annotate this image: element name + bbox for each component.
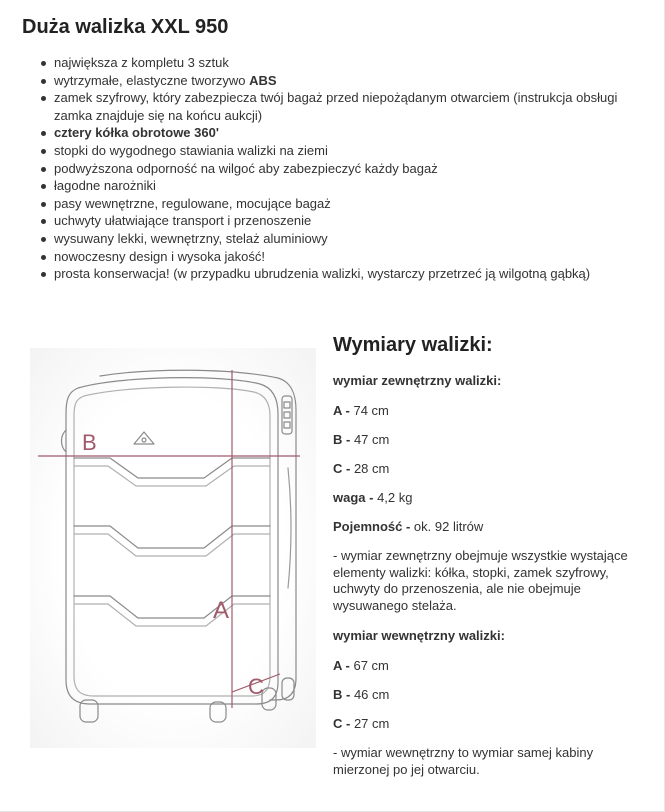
outer-dimensions-note: - wymiar zewnętrzny obejmuje wszystkie wystające elementy walizki: kółka, stopki, zamek szyfrowy, uchwyty do przenoszenia, ale nie obejmuje wysuwanego stelaża. (333, 548, 628, 613)
dimension-label-a: A (213, 597, 230, 624)
feature-item: podwyższona odporność na wilgoć aby zabezpieczyć każdy bagaż (38, 160, 648, 178)
inner-dimension-c: C - 27 cm (333, 716, 390, 731)
feature-item: stopki do wygodnego stawiania walizki na ziemi (38, 142, 648, 160)
outer-dimension-c: C - 28 cm (333, 461, 390, 476)
dimensions-heading: Wymiary walizki: (333, 334, 493, 356)
feature-item: pasy wewnętrzne, regulowane, mocujące bagaż (38, 195, 648, 213)
dimension-label-c: C (248, 674, 264, 699)
capacity: Pojemność - ok. 92 litrów (333, 519, 484, 534)
inner-dimension-b: B - 46 cm (333, 687, 390, 702)
feature-item: prosta konserwacja! (w przypadku ubrudzenia walizki, wystarczy przetrzeć ją wilgotną gąbką) (38, 265, 648, 283)
feature-item: uchwyty ułatwiające transport i przenoszenie (38, 212, 648, 230)
outer-dimension-b: B - 47 cm (333, 432, 390, 447)
dimension-label-b: B (82, 430, 97, 455)
suitcase-illustration (30, 348, 316, 748)
feature-item: wytrzymałe, elastyczne tworzywo ABS (38, 72, 648, 90)
inner-dimensions-note: - wymiar wewnętrzny to wymiar samej kabiny mierzonej po jej otwarciu. (333, 745, 594, 777)
feature-item: nowoczesny design i wysoka jakość! (38, 248, 648, 266)
outer-dimensions-heading: wymiar zewnętrzny walizki: (333, 373, 502, 388)
inner-dimension-a: A - 67 cm (333, 658, 389, 673)
weight: waga - 4,2 kg (333, 490, 413, 505)
inner-dimensions-heading: wymiar wewnętrzny walizki: (333, 628, 505, 643)
feature-list (38, 54, 648, 283)
suitcase-drawing (30, 348, 316, 748)
feature-item: cztery kółka obrotowe 360' (38, 124, 648, 142)
feature-item: wysuwany lekki, wewnętrzny, stelaż aluminiowy (38, 230, 648, 248)
dimensions-panel (333, 334, 643, 792)
product-title: Duża walizka XXL 950 (22, 16, 229, 38)
feature-item: zamek szyfrowy, który zabezpiecza twój bagaż przed niepożądanym otwarciem (instrukcja obsługi zamka znajduje się na końcu aukcji) (38, 89, 648, 124)
outer-dimension-a: A - 74 cm (333, 403, 389, 418)
feature-item: największa z kompletu 3 sztuk (38, 54, 648, 72)
feature-item: łagodne narożniki (38, 177, 648, 195)
